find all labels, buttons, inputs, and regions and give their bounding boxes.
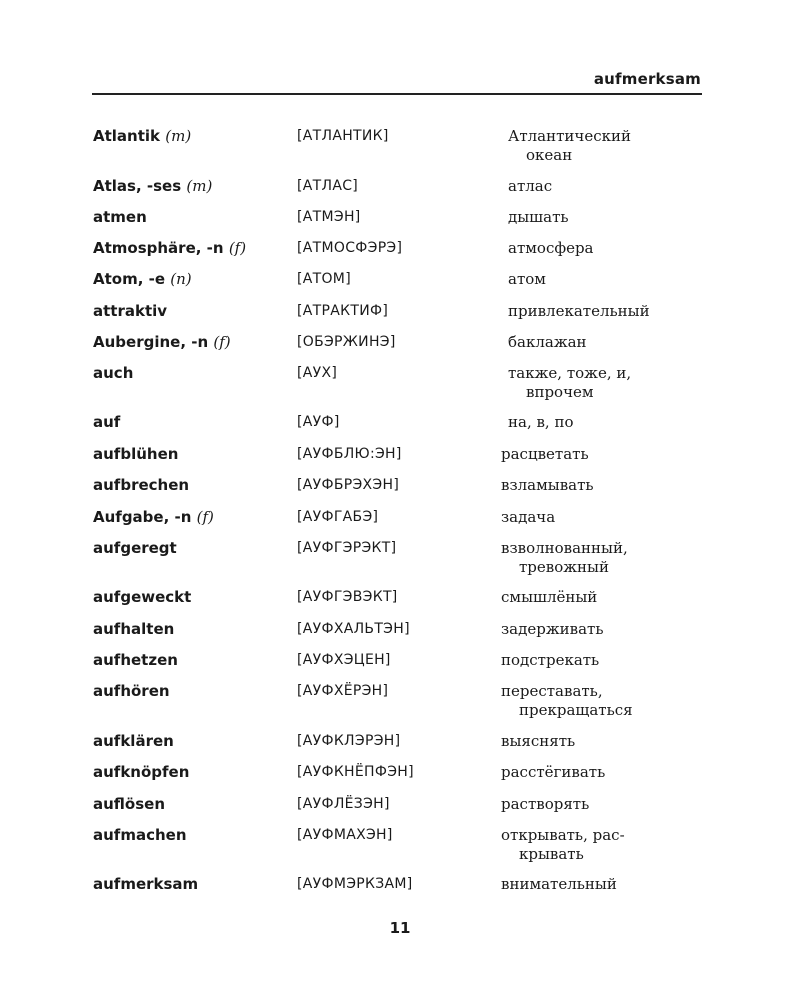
translation-line: открывать, рас- [501, 826, 625, 844]
translation [501, 732, 575, 751]
translation [501, 682, 633, 720]
translation-line: впрочем [526, 383, 594, 401]
translation-line: дышать [508, 208, 569, 226]
translation-line: атлас [508, 177, 553, 195]
headword [93, 732, 174, 751]
transcription: [АУФГЭВЭКТ] [297, 589, 398, 605]
translation-line: крывать [519, 845, 584, 863]
translation [501, 476, 594, 495]
translation-line: внимательный [501, 875, 617, 893]
translation [508, 177, 552, 196]
grammatical-gender: (n) [170, 270, 192, 288]
translation [501, 588, 597, 607]
transcription: [АТЛАНТИК] [297, 128, 389, 144]
translation-line: Атлантический [508, 127, 631, 145]
headword-text: Aufgabe, -n [93, 508, 192, 526]
translation [508, 413, 574, 432]
headword [93, 445, 178, 464]
translation [501, 875, 617, 894]
headword-text: Atmosphäre, -n [93, 239, 224, 257]
headword-text: atmen [93, 208, 147, 226]
grammatical-gender: (m) [186, 177, 213, 195]
headword [93, 270, 192, 289]
headword-text: aufhalten [93, 620, 175, 638]
translation-line: баклажан [508, 333, 587, 351]
headword-text: Atlantik [93, 127, 161, 145]
grammatical-gender: (f) [196, 508, 214, 526]
transcription: [АТРАКТИФ] [297, 303, 389, 319]
headword-text: aufhetzen [93, 651, 178, 669]
translation [508, 302, 650, 321]
headword [93, 763, 189, 782]
transcription: [АТМОСФЭРЭ] [297, 240, 403, 256]
translation [508, 127, 631, 165]
translation [508, 333, 587, 352]
translation-line: океан [526, 146, 573, 164]
headword-text: attraktiv [93, 302, 168, 320]
translation [508, 208, 569, 227]
transcription: [АТОМ] [297, 271, 351, 287]
headword [93, 413, 120, 432]
translation-line: выяснять [501, 732, 576, 750]
transcription: [АУХ] [297, 365, 338, 381]
headword [93, 239, 246, 258]
transcription: [АУФБРЭХЭН] [297, 477, 400, 493]
transcription: [АУФКЛЭРЭН] [297, 733, 401, 749]
translation [508, 270, 546, 289]
headword [93, 682, 170, 701]
translation [501, 508, 555, 527]
headword [93, 508, 214, 527]
translation [501, 826, 625, 864]
transcription: [АТЛАС] [297, 178, 359, 194]
transcription: [АУФЛЁЗЭН] [297, 796, 390, 812]
translation-line: тревожный [519, 558, 609, 576]
translation-line: взламывать [501, 476, 594, 494]
translation [501, 651, 599, 670]
transcription: [АТМЭН] [297, 209, 361, 225]
translation-line: атом [508, 270, 546, 288]
headword [93, 208, 147, 227]
headword [93, 127, 191, 146]
translation-line: прекращаться [519, 701, 633, 719]
headword-text: Atlas, -ses [93, 177, 182, 195]
transcription: [АУФ] [297, 414, 340, 430]
translation-line: расстёгивать [501, 763, 606, 781]
transcription: [АУФКНЁПФЭН] [297, 764, 414, 780]
translation-line: привлекательный [508, 302, 650, 320]
headword [93, 620, 174, 639]
transcription: [АУФХАЛЬТЭН] [297, 621, 410, 637]
headword-text: auch [93, 364, 134, 382]
headword-text: aufknöpfen [93, 763, 190, 781]
translation [501, 539, 628, 577]
headword-text: aufhören [93, 682, 170, 700]
headword [93, 651, 178, 670]
headword-text: Atom, -e [93, 270, 166, 288]
translation-line: расцветать [501, 445, 589, 463]
headword-text: aufmerksam [93, 875, 199, 893]
running-head: aufmerksam [593, 70, 701, 88]
headword-text: aufgeregt [93, 539, 177, 557]
translation [508, 239, 594, 258]
headword [93, 539, 177, 558]
headword-text: Aubergine, -n [93, 333, 209, 351]
headword-text: aufbrechen [93, 476, 190, 494]
transcription: [АУФГЭРЭКТ] [297, 540, 397, 556]
translation-line: атмосфера [508, 239, 594, 257]
headword-text: aufgeweckt [93, 588, 192, 606]
grammatical-gender: (f) [228, 239, 247, 257]
grammatical-gender: (f) [213, 333, 231, 351]
translation [501, 763, 605, 782]
headword [93, 177, 212, 196]
headword [93, 588, 191, 607]
translation-line: растворять [501, 795, 590, 813]
grammatical-gender: (m) [165, 127, 192, 145]
headword-text: auflösen [93, 795, 166, 813]
translation [501, 445, 589, 464]
headword-text: aufblühen [93, 445, 179, 463]
translation-line: взволнованный, [501, 539, 628, 557]
translation-line: переставать, [501, 682, 603, 700]
translation-line: задерживать [501, 620, 604, 638]
transcription: [АУФБЛЮ:ЭН] [297, 446, 402, 462]
page-number: 11 [389, 919, 411, 937]
headword [93, 826, 187, 845]
transcription: [АУФХЁРЭН] [297, 683, 389, 699]
translation-line: подстрекать [501, 651, 600, 669]
headword [93, 875, 198, 894]
translation [501, 795, 589, 814]
headword [93, 333, 231, 352]
translation [501, 620, 604, 639]
headword-text: aufmachen [93, 826, 187, 844]
translation-line: также, тоже, и, [508, 364, 632, 382]
translation-line: задача [501, 508, 556, 526]
transcription: [ОБЭРЖИНЭ] [297, 334, 396, 350]
transcription: [АУФМАХЭН] [297, 827, 393, 843]
translation-line: смышлёный [501, 588, 598, 606]
headword [93, 476, 189, 495]
transcription: [АУФМЭРКЗАМ] [297, 876, 413, 892]
translation [508, 364, 631, 402]
headword-text: aufklären [93, 732, 174, 750]
headword-text: auf [93, 413, 121, 431]
transcription: [АУФХЭЦЕН] [297, 652, 391, 668]
headword [93, 302, 167, 321]
translation-line: на, в, по [508, 413, 574, 431]
headword [93, 364, 133, 383]
headword [93, 795, 165, 814]
transcription: [АУФГАБЭ] [297, 509, 379, 525]
